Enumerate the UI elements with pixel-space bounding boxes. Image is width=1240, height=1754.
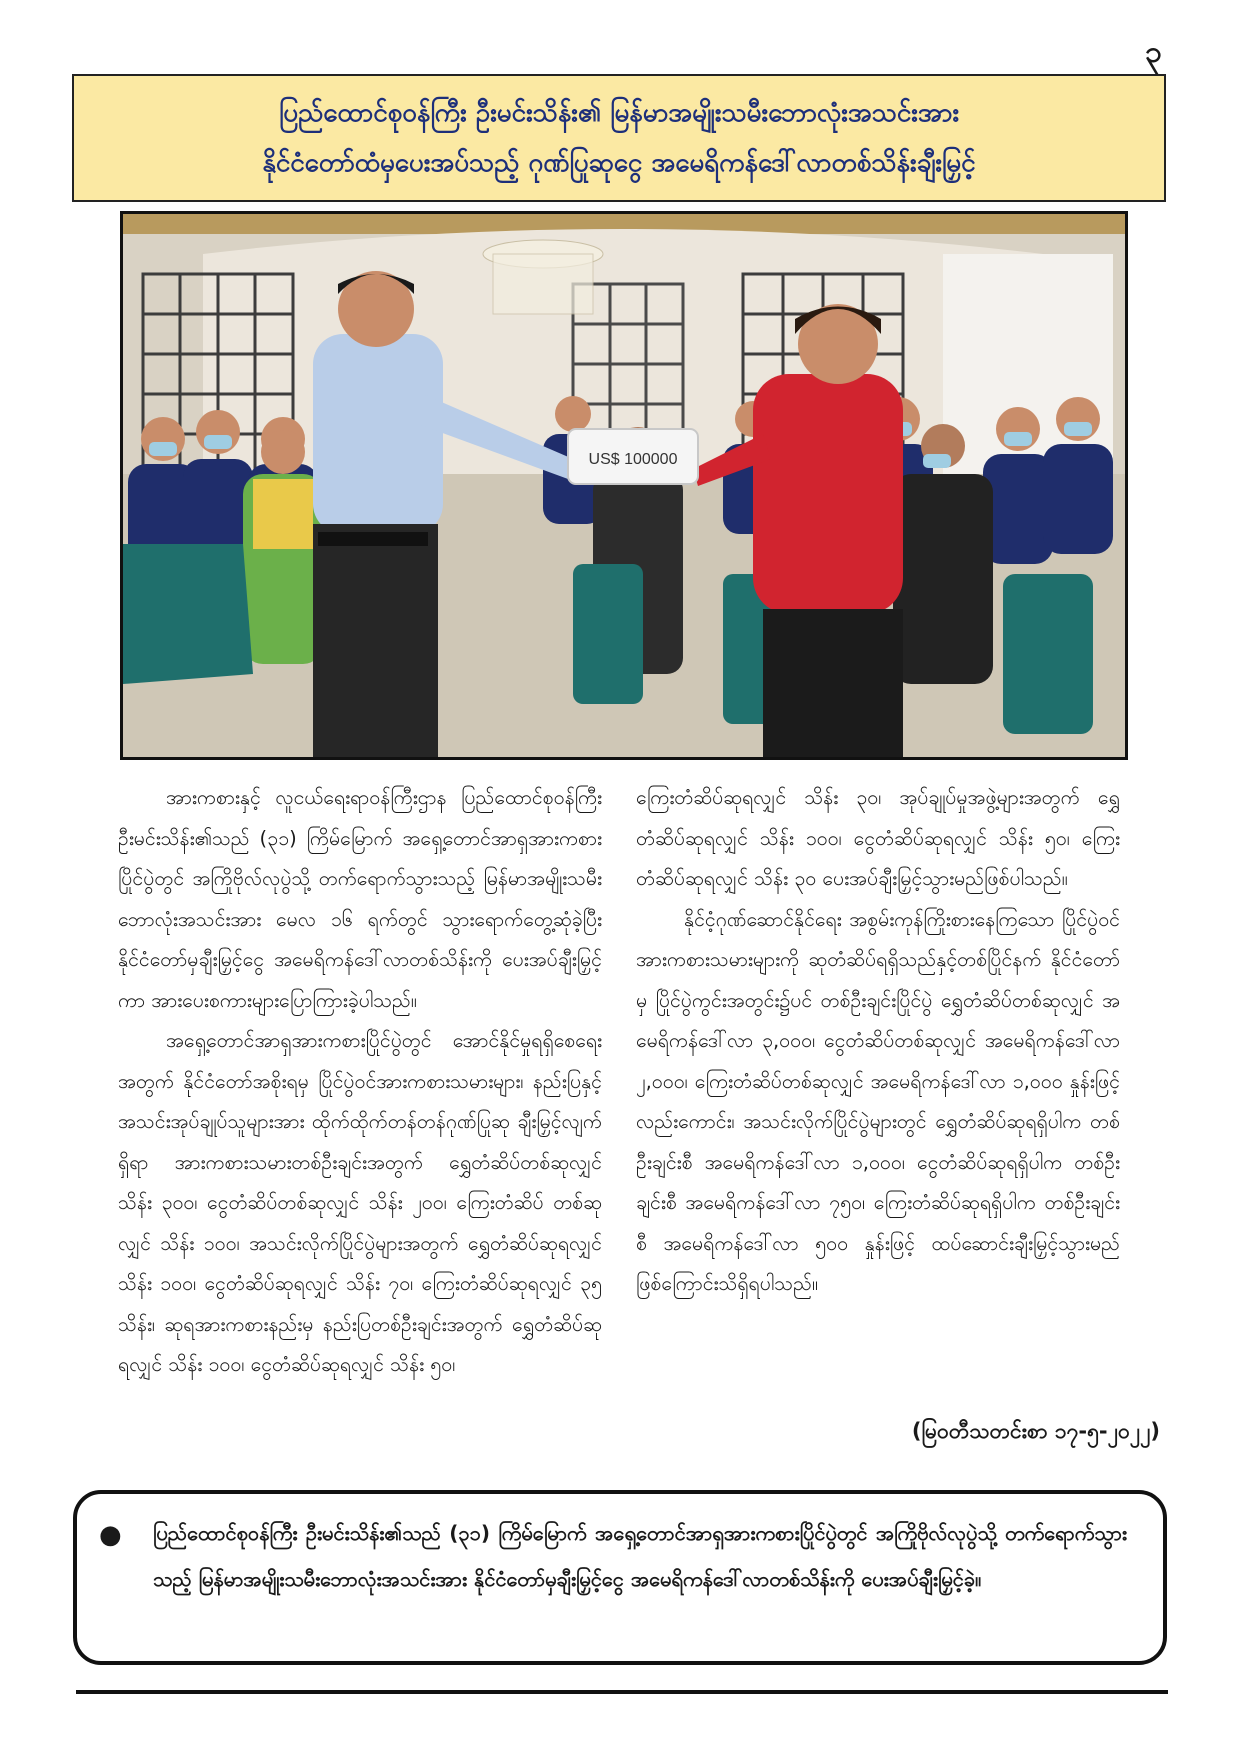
- article-column-right: [636, 778, 1120, 1305]
- article-paragraph: အရှေ့တောင်အာရှအားကစားပြိုင်ပွဲတွင် အောင်နိုင်မှုရရှိစေရေးအတွက် နိုင်ငံတော်အစိုးရမှ ပြိုင်ပွဲဝင်အားကစားသမားများ၊ နည်းပြနှင့် အသင်းအုပ်ချုပ်သူများအား ထိုက်ထိုက်တန်တန်ဂုဏ်ပြုဆု ချီးမြှင့်လျက်ရှိရာ အားကစားသမားတစ်ဦးချင်းအတွက် ရွှေတံဆိပ်တစ်ဆုလျှင် သိန်း ၃၀၀၊ ငွေတံဆိပ်တစ်ဆုလျှင် သိန်း ၂၀၀၊ ကြေးတံဆိပ် တစ်ဆုလျှင် သိန်း ၁၀၀၊ အသင်းလိုက်ပြိုင်ပွဲများအတွက် ရွှေတံဆိပ်ဆုရလျှင် သိန်း ၁၀၀၊ ငွေတံဆိပ်ဆုရလျှင် သိန်း ၇၀၊ ကြေးတံဆိပ်ဆုရလျှင် ၃၅ သိန်း၊ ဆုရအားကစားနည်းမှ နည်းပြတစ်ဦးချင်းအတွက် ရွှေတံဆိပ်ဆုရလျှင် သိန်း ၁၀၀၊ ငွေတံဆိပ်ဆုရလျှင် သိန်း ၅၀၊: [118, 1029, 602, 1376]
- bullet-icon: ●: [99, 1520, 122, 1550]
- placard-text: US$ 100000: [588, 451, 678, 468]
- photo-illustration: [123, 214, 1125, 757]
- footer-divider: [76, 1690, 1168, 1694]
- article-paragraph: ကြေးတံဆိပ်ဆုရလျှင် သိန်း ၃၀၊ အုပ်ချုပ်မှုအဖွဲ့များအတွက် ရွှေတံဆိပ်ဆုရလျှင် သိန်း ၁၀၀၊ ငွေတံဆိပ်ဆုရလျှင် သိန်း ၅၀၊ ကြေးတံဆိပ်ဆုရလျှင် သိန်း ၃၀ ပေးအပ်ချီးမြှင့်သွားမည်ဖြစ်ပါသည်။: [636, 786, 1120, 890]
- article-paragraph: နိုင်ငံ့ဂုဏ်ဆောင်နိုင်ရေး အစွမ်းကုန်ကြိုးစားနေကြသော ပြိုင်ပွဲဝင်အားကစားသမားများကို ဆုတံဆိပ်ရရှိသည်နှင့်တစ်ပြိုင်နက် နိုင်ငံတော်မှ ပြိုင်ပွဲကွင်းအတွင်း၌ပင် တစ်ဦးချင်းပြိုင်ပွဲ ရွှေတံဆိပ်တစ်ဆုလျှင် အမေရိကန်ဒေါ်လာ ၃,၀၀၀၊ ငွေတံဆိပ်တစ်ဆုလျှင် အမေရိကန်ဒေါ်လာ ၂,၀၀၀၊ ကြေးတံဆိပ်တစ်ဆုလျှင် အမေရိကန်ဒေါ်လာ ၁,၀၀၀ နှုန်းဖြင့်လည်းကောင်း၊ အသင်းလိုက်ပြိုင်ပွဲများတွင် ရွှေတံဆိပ်ဆုရရှိပါက တစ်ဦးချင်းစီ အမေရိကန်ဒေါ်လာ ၁,၀၀၀၊ ငွေတံဆိပ်ဆုရရှိပါက တစ်ဦးချင်းစီ အမေရိကန်ဒေါ်လာ ၇၅၀၊ ကြေးတံဆိပ်ဆုရရှိပါက တစ်ဦးချင်းစီ အမေရိကန်ဒေါ်လာ ၅၀၀ နှုန်းဖြင့် ထပ်ဆောင်းချီးမြှင့်သွားမည်ဖြစ်ကြောင်းသိရှိရပါသည်။: [636, 907, 1120, 1295]
- news-photo: [120, 211, 1128, 760]
- source-citation: (မြဝတီသတင်းစာ ၁၇-၅-၂၀၂၂): [911, 1419, 1160, 1443]
- summary-text: ပြည်ထောင်စုဝန်ကြီး ဦးမင်းသိန်း၏သည် (၃၁) ကြိမ်မြောက် အရှေ့တောင်အာရှအားကစားပြိုင်ပွဲတွင် အကြိုဗိုလ်လုပွဲသို့ တက်ရောက်သွားသည့် မြန်မာအမျိုးသမီးဘောလုံးအသင်းအား နိုင်ငံတော်မှချီးမြှင့်ငွေ အမေရိကန်ဒေါ်လာတစ်သိန်းကို ပေးအပ်ချီးမြှင့်ခဲ့။: [153, 1521, 1127, 1591]
- headline-line-2: နိုင်ငံတော်ထံမှပေးအပ်သည့် ဂုဏ်ပြုဆုငွေ အမေရိကန်ဒေါ်လာတစ်သိန်းချီးမြှင့်: [262, 148, 976, 178]
- headline-line-1: ပြည်ထောင်စုဝန်ကြီး ဦးမင်းသိန်း၏ မြန်မာအမျိုးသမီးဘောလုံးအသင်းအား: [278, 98, 960, 128]
- article-column-left: [118, 778, 602, 1386]
- page-number: ၃: [1145, 35, 1162, 70]
- summary-box: [73, 1490, 1167, 1665]
- money-placard: [568, 429, 698, 484]
- article-paragraph: အားကစားနှင့် လူငယ်ရေးရာဝန်ကြီးဌာန ပြည်ထောင်စုဝန်ကြီး ဦးမင်းသိန်း၏သည် (၃၁) ကြိမ်မြောက် အရှေ့တောင်အာရှအားကစားပြိုင်ပွဲတွင် အကြိုဗိုလ်လုပွဲသို့ တက်ရောက်သွားသည့် မြန်မာအမျိုးသမီးဘောလုံးအသင်းအား မေလ ၁၆ ရက်တွင် သွားရောက်တွေ့ဆုံခဲ့ပြီး နိုင်ငံတော်မှချီးမြှင့်ငွေ အမေရိကန်ဒေါ်လာတစ်သိန်းကို ပေးအပ်ချီးမြှင့်ကာ အားပေးစကားများပြောကြားခဲ့ပါသည်။: [118, 786, 602, 1012]
- headline-box: [72, 74, 1166, 202]
- chandelier: [483, 240, 603, 314]
